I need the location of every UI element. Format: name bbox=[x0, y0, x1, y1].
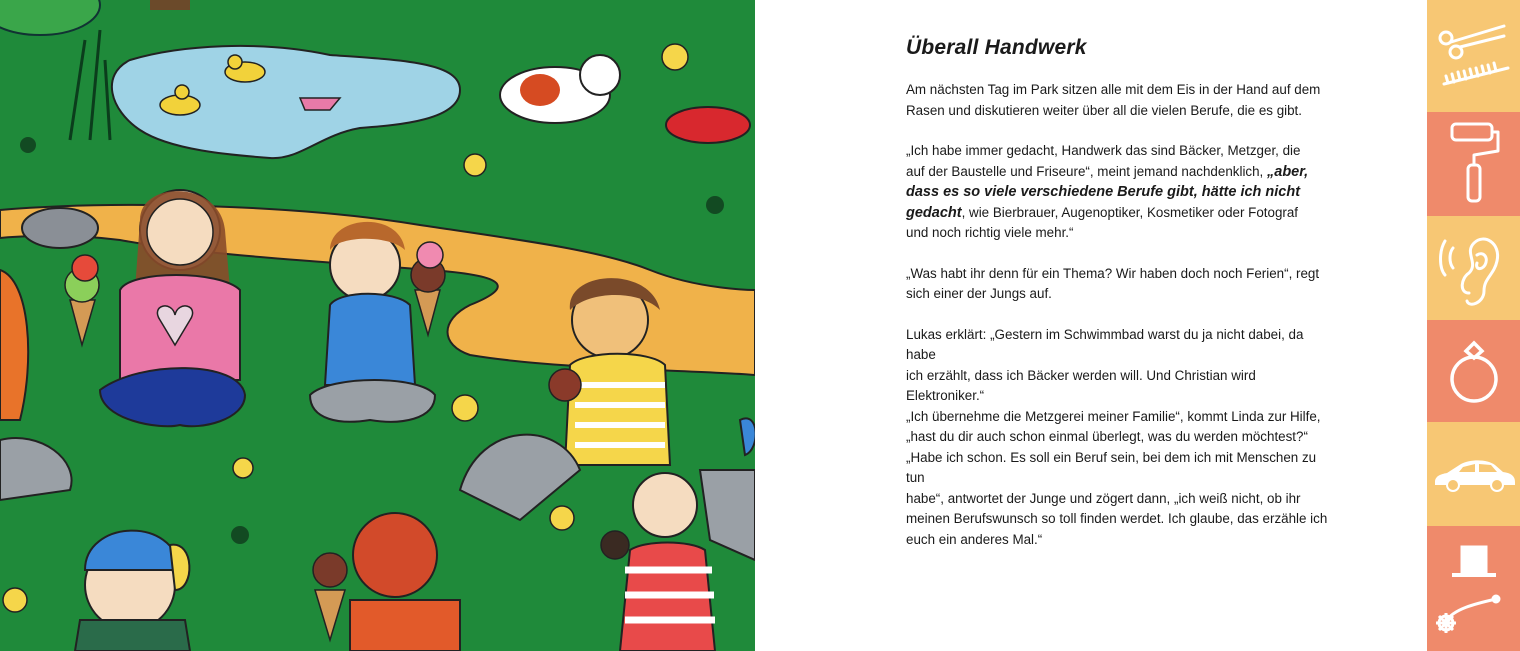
redhead-boy bbox=[353, 513, 437, 597]
paragraph-3: „Was habt ihr denn für ein Thema? Wir haben doch noch Ferien“, regt sich einer der Jungs auf. bbox=[906, 265, 1320, 301]
park-scene-drawing bbox=[0, 0, 755, 651]
emphasis-quote: „aber, bbox=[1267, 163, 1309, 180]
frisbee bbox=[666, 107, 750, 143]
scissors-comb-icon bbox=[1434, 16, 1514, 96]
tree-trunk bbox=[150, 0, 190, 10]
tile-ring bbox=[1427, 320, 1520, 422]
story-text bbox=[906, 36, 1336, 570]
emphasis-quote: gedacht bbox=[906, 204, 962, 221]
striped-shirt bbox=[565, 354, 670, 465]
ring-icon bbox=[1444, 331, 1504, 411]
pigeon bbox=[22, 208, 98, 248]
car-icon bbox=[1431, 454, 1517, 494]
paragraph-4: Lukas erklärt: „Gestern im Schwimmbad warst du ja nicht dabei, da habe ich erzählt, dass ich Bäcker werden will. Und Christian wird Elektroniker.“ „Ich übernehme die Metzgerei meiner Familie“, kommt Linda zur Hilfe, „hast du dir auch schon einmal überlegt, was du werden möchtest?“ „Habe ich schon. Es soll ein Beruf sein, bei dem ich mit Menschen zu tun habe“, antwortet der Junge und zögert dann, „ich weiß nicht, ob ihr meinen Berufswunsch so toll finden werdet. Ich glaube, das erzähle ich euch ein anderes Mal.“ bbox=[906, 326, 1328, 547]
emphasis-quote: dass es so viele verschiedene Berufe gibt, hätte ich nicht bbox=[906, 184, 1301, 200]
girl-head-2 bbox=[633, 473, 697, 537]
park-illustration bbox=[0, 0, 755, 651]
tile-paint-roller bbox=[1427, 112, 1520, 216]
chimney-sweep-icon bbox=[1434, 539, 1514, 639]
trade-icon-strip bbox=[1427, 0, 1520, 651]
tile-ear bbox=[1427, 216, 1520, 320]
ear-icon bbox=[1439, 223, 1509, 313]
flower bbox=[662, 44, 688, 70]
boy-shirt bbox=[325, 294, 415, 385]
paragraph-2: „Ich habe immer gedacht, Handwerk das sind Bäcker, Metzger, die auf der Baustelle und Friseure“, meint jemand nachdenklich, „aber, dass es so viele verschiedene Berufe gibt, hätte ich nicht gedacht, wie Bierbrauer, Augenoptiker, Kosmetiker oder Fotograf und noch richtig viele mehr.“ bbox=[906, 143, 1309, 240]
tile-chimney-sweep bbox=[1427, 526, 1520, 651]
paint-roller-icon bbox=[1444, 119, 1504, 209]
paragraph-1: Am nächsten Tag im Park sitzen alle mit dem Eis in der Hand auf dem Rasen und diskutieren weiter über all die vielen Berufe, die es gibt. bbox=[906, 82, 1321, 118]
tile-scissors bbox=[1427, 0, 1520, 112]
tile-car bbox=[1427, 422, 1520, 526]
page-title: Überall Handwerk bbox=[906, 36, 1087, 59]
